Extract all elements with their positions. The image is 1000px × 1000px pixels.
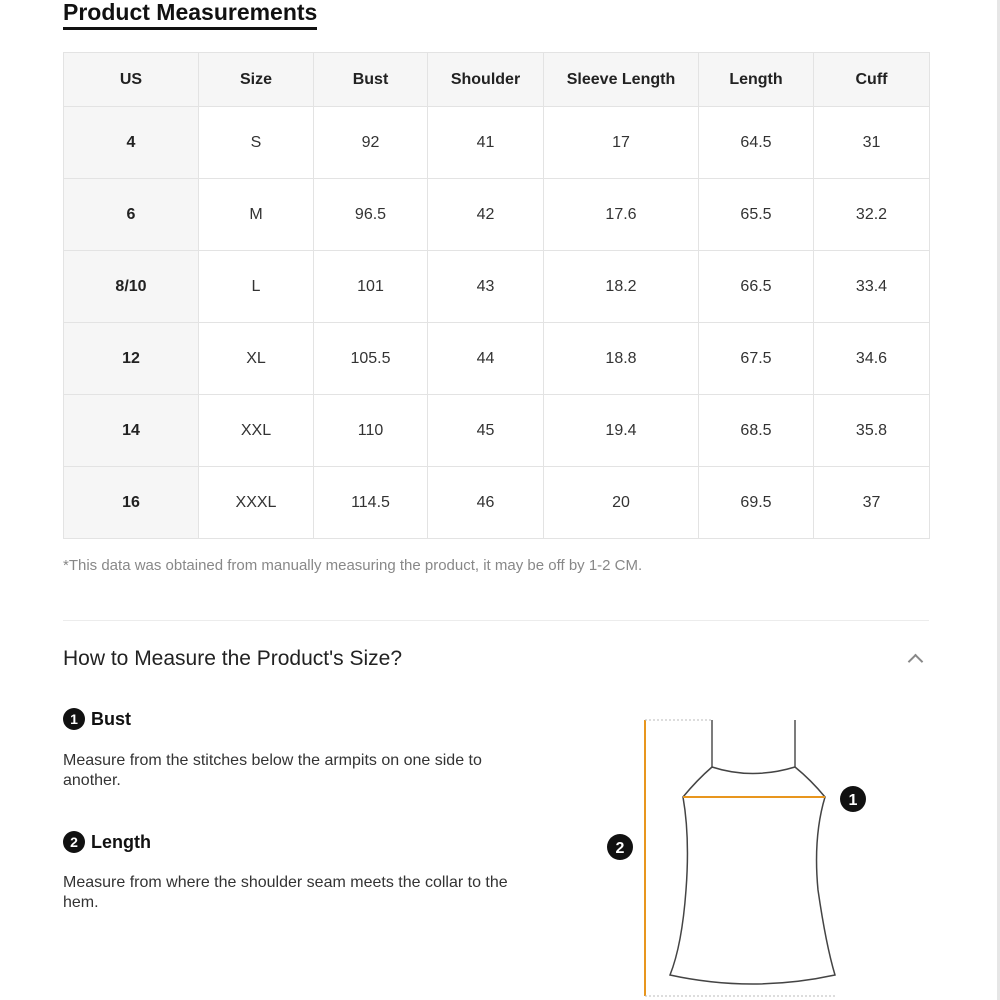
table-cell: 69.5 <box>699 467 814 539</box>
table-cell: 96.5 <box>314 179 428 251</box>
table-cell: 92 <box>314 107 428 179</box>
column-header-shoulder: Shoulder <box>428 53 544 107</box>
table-cell: S <box>199 107 314 179</box>
table-cell: 17.6 <box>544 179 699 251</box>
bust-heading <box>63 708 131 730</box>
length-marker-number: 2 <box>615 840 625 857</box>
table-cell: 6 <box>64 179 199 251</box>
bust-marker-number: 1 <box>848 792 858 809</box>
table-row <box>64 395 930 467</box>
table-cell: 34.6 <box>814 323 930 395</box>
length-heading <box>63 831 151 853</box>
table-cell: XXL <box>199 395 314 467</box>
table-cell: 67.5 <box>699 323 814 395</box>
length-description: Measure from where the shoulder seam meets the collar to the hem. <box>63 874 508 911</box>
column-header-length: Length <box>699 53 814 107</box>
table-cell: 44 <box>428 323 544 395</box>
column-header-bust: Bust <box>314 53 428 107</box>
table-cell: 110 <box>314 395 428 467</box>
size-table <box>63 52 930 539</box>
table-cell: 41 <box>428 107 544 179</box>
column-header-cuff: Cuff <box>814 53 930 107</box>
table-cell: 42 <box>428 179 544 251</box>
table-cell: L <box>199 251 314 323</box>
table-cell: 105.5 <box>314 323 428 395</box>
number-one-badge: 1 <box>63 708 85 730</box>
table-cell: 66.5 <box>699 251 814 323</box>
table-cell: 16 <box>64 467 199 539</box>
number-two-badge: 2 <box>63 831 85 853</box>
table-cell: 43 <box>428 251 544 323</box>
table-cell: 32.2 <box>814 179 930 251</box>
column-header-us: US <box>64 53 199 107</box>
table-cell: 18.2 <box>544 251 699 323</box>
measurement-note: *This data was obtained from manually measuring the product, it may be off by 1-2 CM. <box>63 557 643 574</box>
section-title: Product Measurements <box>63 0 317 30</box>
table-cell: 19.4 <box>544 395 699 467</box>
table-cell: XXXL <box>199 467 314 539</box>
table-cell: 68.5 <box>699 395 814 467</box>
table-row <box>64 179 930 251</box>
length-label: Length <box>91 831 151 852</box>
chevron-up-icon[interactable] <box>908 654 924 670</box>
table-cell: 114.5 <box>314 467 428 539</box>
table-cell: 37 <box>814 467 930 539</box>
table-row <box>64 251 930 323</box>
bust-description: Measure from the stitches below the armpits on one side to another. <box>63 752 482 789</box>
table-cell: 18.8 <box>544 323 699 395</box>
section-divider <box>63 620 929 621</box>
camisole-diagram <box>600 705 920 1000</box>
column-header-sleeve-length: Sleeve Length <box>544 53 699 107</box>
table-cell: 14 <box>64 395 199 467</box>
table-row <box>64 107 930 179</box>
table-cell: M <box>199 179 314 251</box>
table-cell: 65.5 <box>699 179 814 251</box>
how-to-measure-title[interactable]: How to Measure the Product's Size? <box>63 647 403 670</box>
table-cell: 46 <box>428 467 544 539</box>
table-cell: 101 <box>314 251 428 323</box>
table-cell: 17 <box>544 107 699 179</box>
table-cell: 64.5 <box>699 107 814 179</box>
table-cell: XL <box>199 323 314 395</box>
table-cell: 31 <box>814 107 930 179</box>
table-row <box>64 323 930 395</box>
bust-label: Bust <box>91 708 131 729</box>
table-cell: 8/10 <box>64 251 199 323</box>
table-cell: 20 <box>544 467 699 539</box>
column-header-size: Size <box>199 53 314 107</box>
table-header-row <box>64 53 930 107</box>
table-cell: 45 <box>428 395 544 467</box>
table-cell: 12 <box>64 323 199 395</box>
table-cell: 4 <box>64 107 199 179</box>
garment-outline <box>670 767 835 984</box>
table-cell: 33.4 <box>814 251 930 323</box>
table-row <box>64 467 930 539</box>
table-cell: 35.8 <box>814 395 930 467</box>
